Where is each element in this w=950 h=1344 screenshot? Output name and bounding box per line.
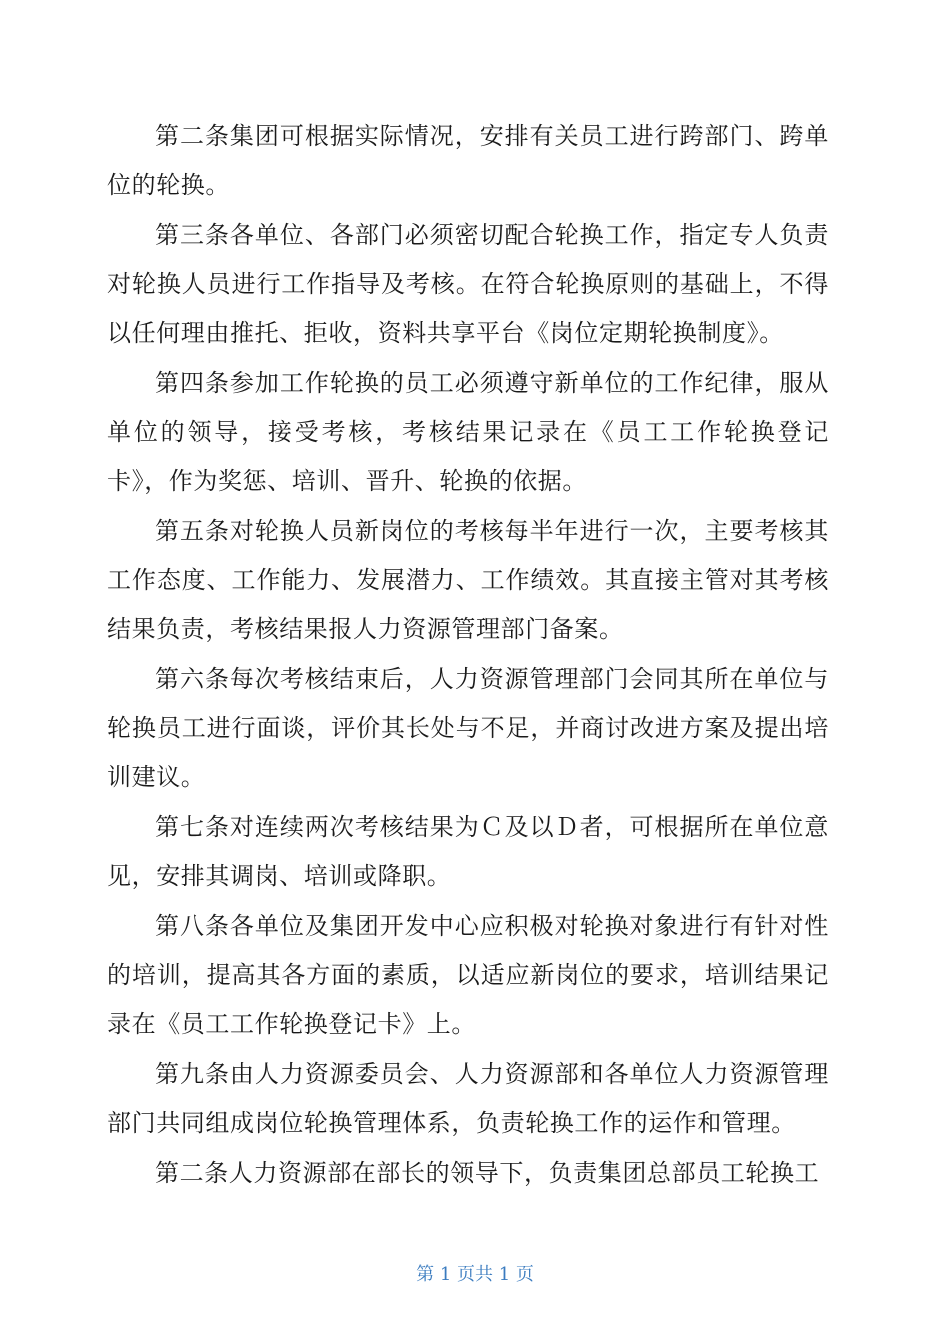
document-body: [107, 112, 829, 1199]
paragraph-article-8: 第八条各单位及集团开发中心应积极对轮换对象进行有针对性的培训，提高其各方面的素质，以适应新岗位的要求，培训结果记录在《员工工作轮换登记卡》上。: [107, 912, 829, 1038]
paragraph-article-6: 第六条每次考核结束后，人力资源管理部门会同其所在单位与轮换员工进行面谈，评价其长处与不足，并商讨改进方案及提出培训建议。: [107, 665, 829, 791]
page-number-footer: 第 1 页共 1 页: [416, 1264, 534, 1285]
paragraph-article-9: 第九条由人力资源委员会、人力资源部和各单位人力资源管理部门共同组成岗位轮换管理体系，负责轮换工作的运作和管理。: [107, 1060, 829, 1137]
paragraph-article-3: 第三条各单位、各部门必须密切配合轮换工作，指定专人负责对轮换人员进行工作指导及考核。在符合轮换原则的基础上，不得以任何理由推托、拒收，资料共享平台《岗位定期轮换制度》。: [107, 221, 829, 347]
paragraph-article-2-hr: 第二条人力资源部在部长的领导下，负责集团总部员工轮换工: [155, 1159, 820, 1187]
paragraph-article-4: 第四条参加工作轮换的员工必须遵守新单位的工作纪律，服从单位的领导，接受考核，考核结果记录在《员工工作轮换登记卡》，作为奖惩、培训、晋升、轮换的依据。: [107, 369, 829, 495]
paragraph-article-5: 第五条对轮换人员新岗位的考核每半年进行一次，主要考核其工作态度、工作能力、发展潜力、工作绩效。其直接主管对其考核结果负责，考核结果报人力资源管理部门备案。: [107, 517, 829, 643]
paragraph-article-7: 第七条对连续两次考核结果为Ｃ及以Ｄ者，可根据所在单位意见，安排其调岗、培训或降职。: [107, 813, 829, 890]
paragraph-article-2: 第二条集团可根据实际情况，安排有关员工进行跨部门、跨单位的轮换。: [107, 122, 829, 199]
